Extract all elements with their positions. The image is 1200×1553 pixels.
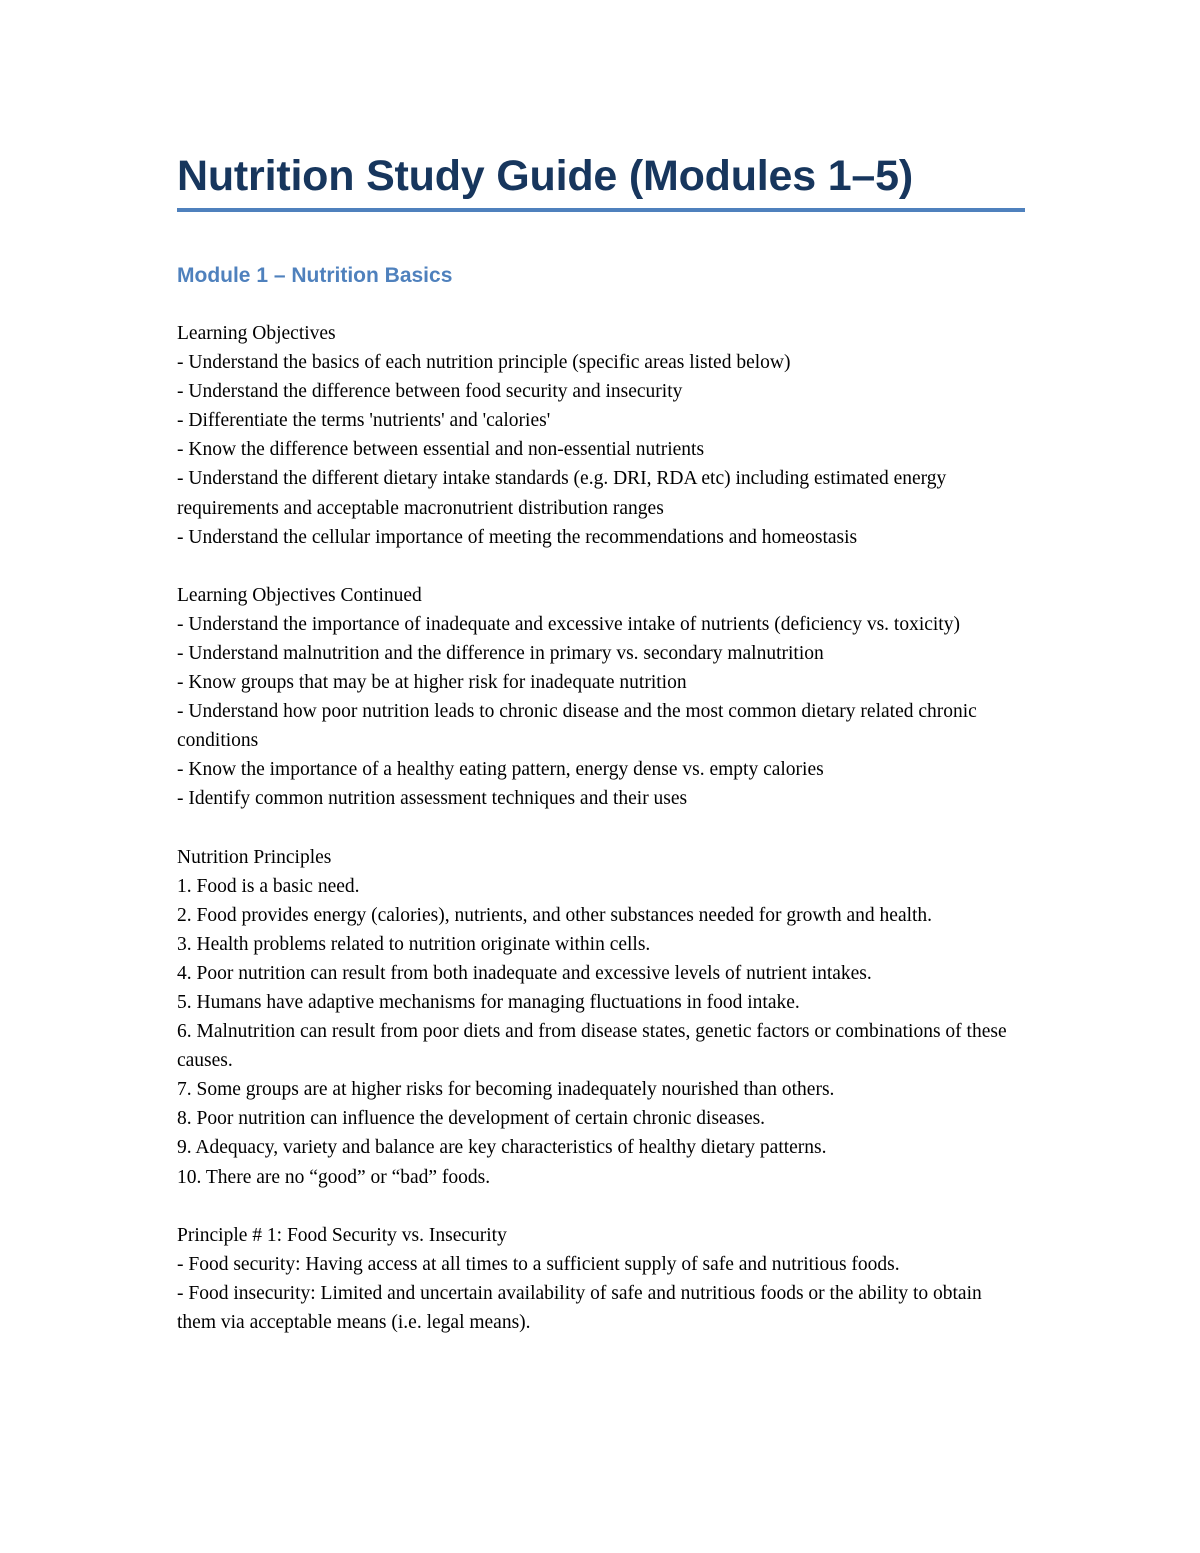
list-item: - Identify common nutrition assessment techniques and their uses [177, 788, 688, 810]
list-item: - Understand how poor nutrition leads to chronic disease and the most common dietary related chronic conditions [177, 701, 977, 752]
list-item: - Know the difference between essential and non-essential nutrients [177, 439, 705, 461]
list-item: 1. Food is a basic need. [177, 875, 360, 897]
list-item: - Food insecurity: Limited and uncertain availability of safe and nutritious foods or the ability to obtain them via acceptable means (i.e. legal means). [177, 1282, 982, 1333]
list-item: 5. Humans have adaptive mechanisms for managing fluctuations in food intake. [177, 991, 800, 1013]
document-page [177, 148, 1025, 1337]
list-item: - Understand the difference between food security and insecurity [177, 381, 683, 403]
section-learning-objectives [177, 319, 1025, 552]
list-item: - Differentiate the terms 'nutrients' and 'calories' [177, 410, 551, 432]
list-item: - Food security: Having access at all times to a sufficient supply of safe and nutritious foods. [177, 1253, 900, 1275]
list-item: - Understand the importance of inadequate and excessive intake of nutrients (deficiency vs. toxicity) [177, 613, 960, 635]
list-item: 2. Food provides energy (calories), nutrients, and other substances needed for growth and health. [177, 904, 933, 926]
list-item: 4. Poor nutrition can result from both inadequate and excessive levels of nutrient intakes. [177, 962, 872, 984]
section-principle-1 [177, 1221, 1025, 1337]
list-item: - Know the importance of a healthy eating pattern, energy dense vs. empty calories [177, 759, 824, 781]
list-item: 3. Health problems related to nutrition originate within cells. [177, 933, 651, 955]
list-item: - Understand the basics of each nutrition principle (specific areas listed below) [177, 352, 791, 374]
list-item: - Understand the cellular importance of meeting the recommendations and homeostasis [177, 526, 858, 548]
list-item: 8. Poor nutrition can influence the development of certain chronic diseases. [177, 1108, 766, 1130]
section-nutrition-principles [177, 843, 1025, 1192]
list-item: - Understand malnutrition and the difference in primary vs. secondary malnutrition [177, 642, 824, 664]
section-title: Learning Objectives [177, 323, 336, 344]
module-heading: Module 1 – Nutrition Basics [177, 264, 453, 287]
list-item: 9. Adequacy, variety and balance are key characteristics of healthy dietary patterns. [177, 1137, 827, 1159]
list-item: 7. Some groups are at higher risks for becoming inadequately nourished than others. [177, 1079, 835, 1101]
document-title: Nutrition Study Guide (Modules 1–5) [177, 152, 913, 200]
section-title: Principle # 1: Food Security vs. Insecurity [177, 1224, 507, 1246]
list-item: 10. There are no “good” or “bad” foods. [177, 1166, 491, 1188]
list-item: 6. Malnutrition can result from poor diets and from disease states, genetic factors or combinations of these causes. [177, 1021, 1007, 1072]
section-title: Learning Objectives Continued [177, 584, 422, 606]
list-item: - Know groups that may be at higher risk for inadequate nutrition [177, 672, 687, 694]
list-item: - Understand the different dietary intake standards (e.g. DRI, RDA etc) including estimated energy requirements and acceptable macronutrient distribution ranges [177, 468, 947, 519]
section-title: Nutrition Principles [177, 846, 332, 868]
section-learning-objectives-continued [177, 581, 1025, 814]
title-underline [177, 208, 1025, 212]
